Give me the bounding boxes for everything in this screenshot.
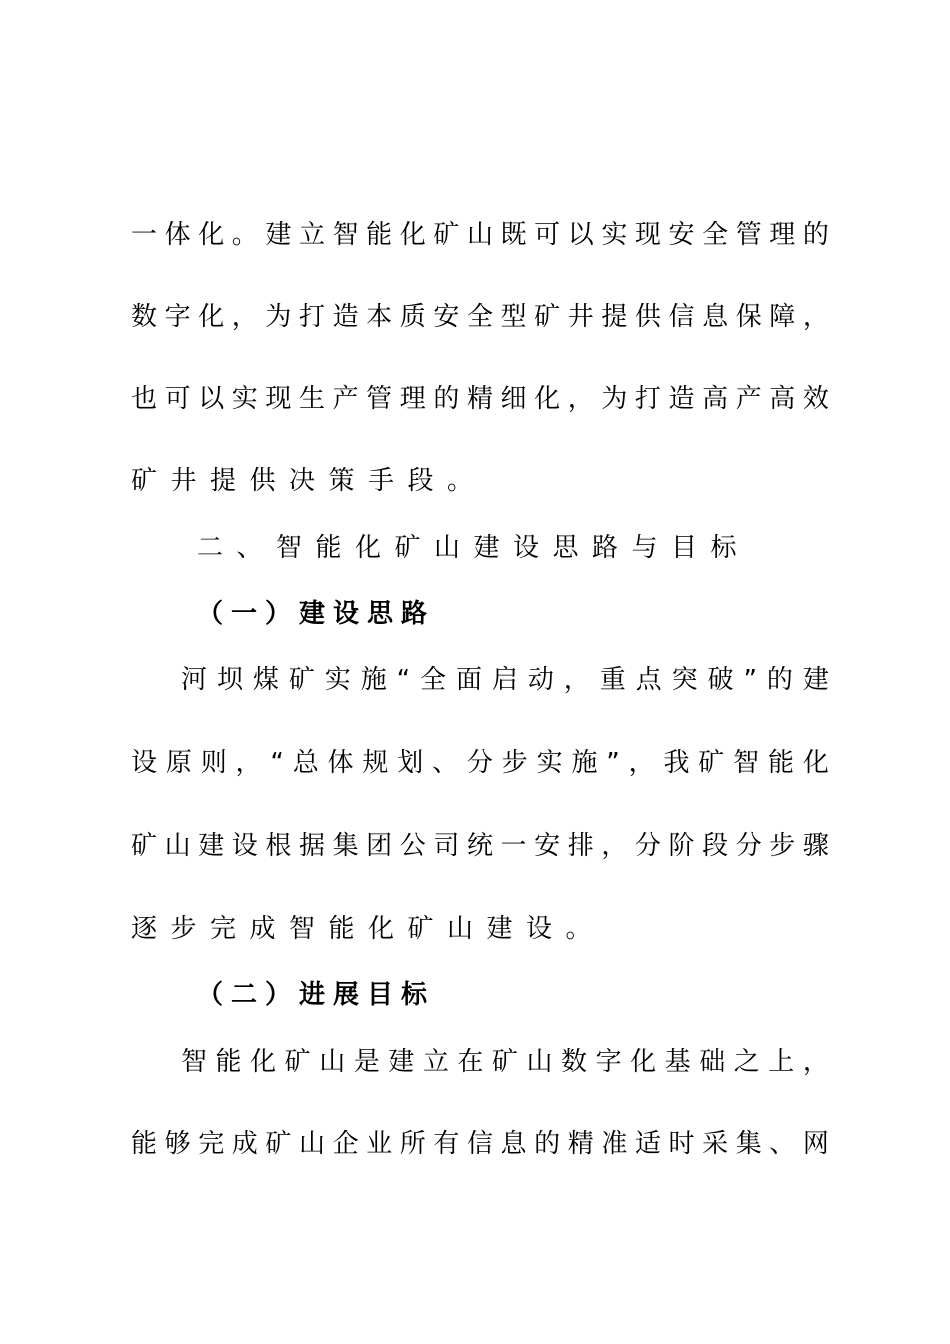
subsection1-line-4: 逐步完成智能化矿山建设。 xyxy=(131,914,606,944)
subsection2-line-2: 能 够 完 成 矿 山 企 业 所 有 信 息 的 精 准 适 时 采 集 、 网 xyxy=(131,1129,829,1159)
subsection1-line-3: 矿 山 建 设 根 据 集 团 公 司 统 一 安 排 ， 分 阶 段 分 步 骤 xyxy=(131,831,829,861)
subsection1-line-1: 河 坝 煤 矿 实 施 “ 全 面 启 动 ， 重 点 突 破 ” 的 建 xyxy=(181,665,829,695)
subsection2-line-1: 智 能 化 矿 山 是 建 立 在 矿 山 数 字 化 基 础 之 上 ， xyxy=(181,1047,829,1077)
paragraph1-line-3: 也 可 以 实 现 生 产 管 理 的 精 细 化 ， 为 打 造 高 产 高 效 xyxy=(131,384,829,414)
section-heading: 二、智能化矿山建设思路与目标 xyxy=(197,533,751,563)
subsection1-heading: （一）建设思路 xyxy=(197,599,436,629)
paragraph1-line-2: 数 字 化 ， 为 打 造 本 质 安 全 型 矿 井 提 供 信 息 保 障 ， xyxy=(131,302,829,332)
paragraph1-line-4: 矿井提供决策手段。 xyxy=(131,466,487,496)
paragraph1-line-1: 一 体 化 。 建 立 智 能 化 矿 山 既 可 以 实 现 安 全 管 理 的 xyxy=(131,220,829,250)
subsection1-line-2: 设 原 则 ， “ 总 体 规 划 、 分 步 实 施 ” ， 我 矿 智 能 化 xyxy=(131,748,829,778)
subsection2-heading: （二）进展目标 xyxy=(197,980,436,1010)
